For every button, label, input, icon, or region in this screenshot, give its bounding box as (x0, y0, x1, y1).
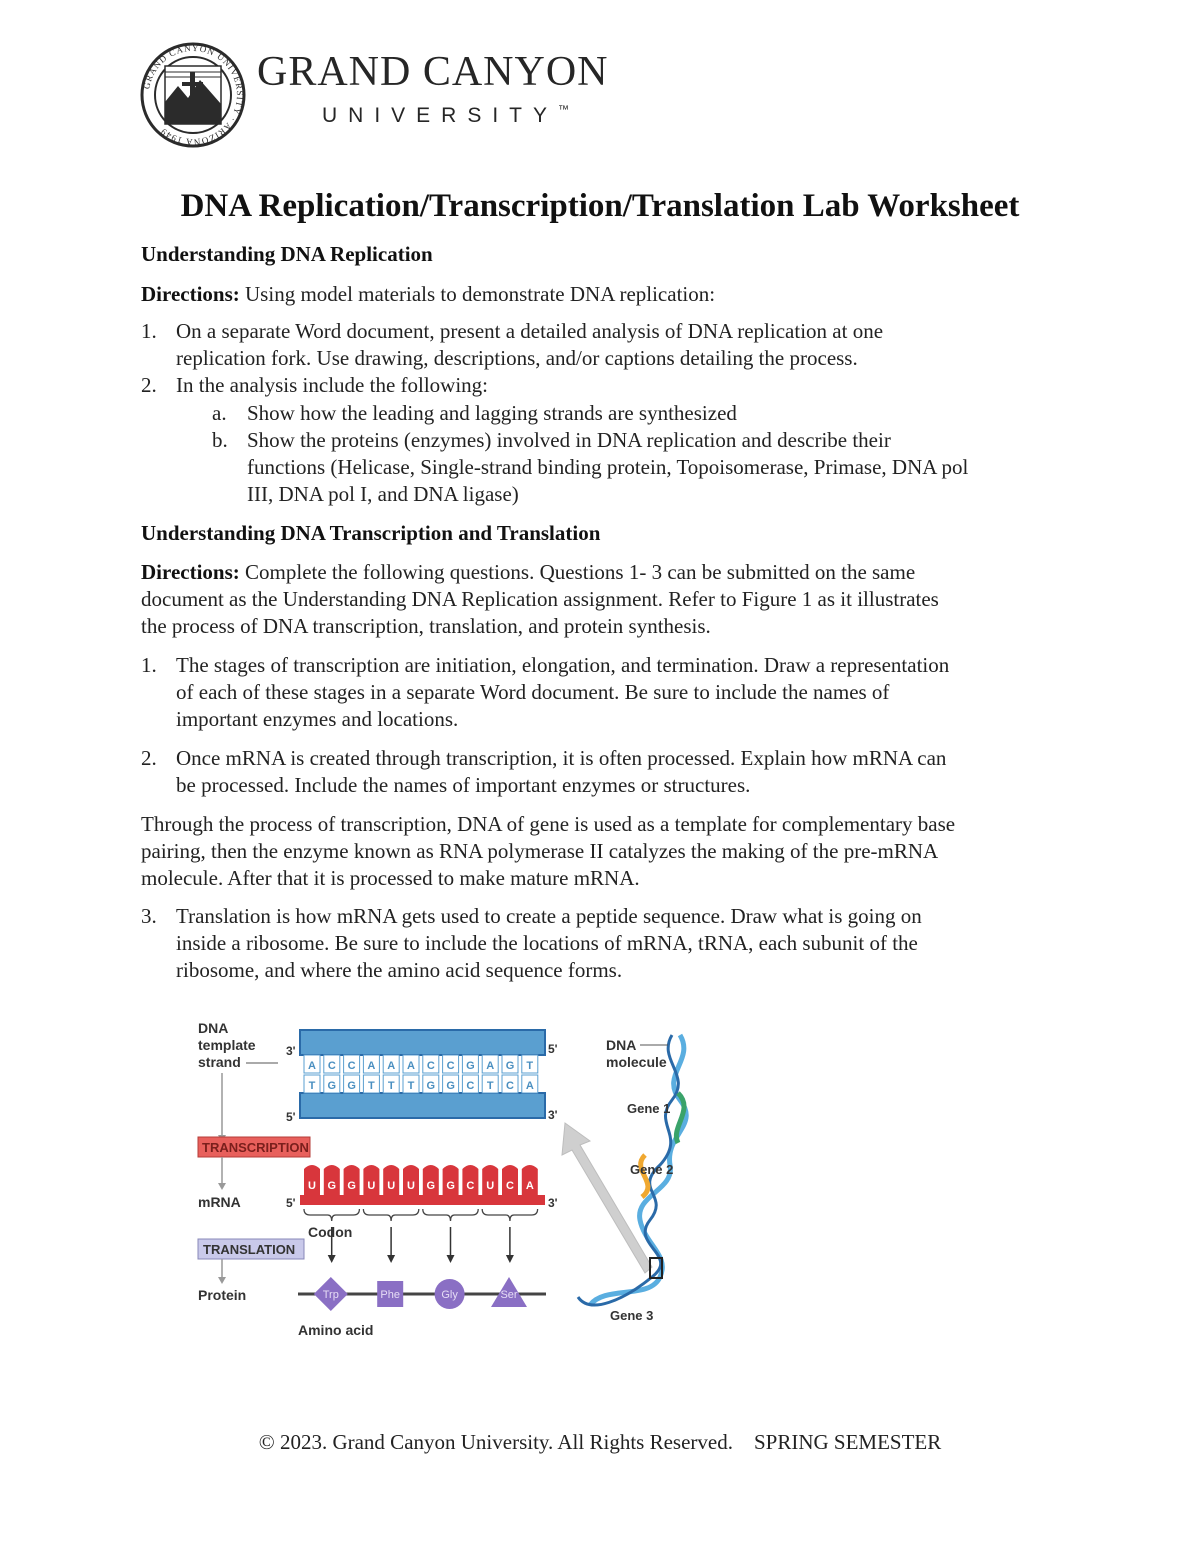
transcription-paragraph-cont: pairing, then the enzyme known as RNA polymerase II catalyzes the making of the pre-mRNA (141, 839, 939, 863)
transcription-label: TRANSCRIPTION (202, 1140, 309, 1155)
question-2-cont: be processed. Include the names of important enzymes or structures. (176, 773, 751, 797)
dna-base-letter: G (327, 1080, 337, 1092)
mrna-bases (304, 1165, 538, 1197)
sublist-item: Show the proteins (enzymes) involved in DNA replication and describe their (247, 428, 891, 452)
sublist-letter: b. (212, 428, 228, 452)
codon-brace (363, 1209, 418, 1221)
dna-template-label: strand (198, 1054, 241, 1070)
mrna-base-letter: G (446, 1180, 455, 1192)
prime-label: 5' (286, 1110, 296, 1124)
mrna-base-letter: C (506, 1180, 514, 1192)
prime-label: 3' (548, 1108, 558, 1122)
dna-base-letter: G (426, 1080, 436, 1092)
prime-label: 5' (548, 1042, 558, 1056)
dna-base-letter: A (525, 1080, 534, 1092)
list-number: 1. (141, 319, 157, 343)
dna-base-letter: C (506, 1080, 514, 1092)
mrna-base-letter: C (466, 1180, 475, 1192)
dna-base-letter: G (446, 1080, 455, 1092)
svg-text:GRAND CANYON UNIVERSITY · ARIZ: GRAND CANYON UNIVERSITY · ARIZONA 1949 (141, 42, 246, 148)
question-3-cont: ribosome, and where the amino acid sequence forms. (176, 958, 623, 982)
mrna-base-letter: U (387, 1180, 396, 1192)
dna-molecule-label: molecule (606, 1054, 667, 1070)
mrna-base-letter: U (308, 1180, 316, 1192)
question-2: Once mRNA is created through transcription, it is often processed. Explain how mRNA can (176, 746, 947, 770)
mrna-base-letter: U (486, 1180, 495, 1192)
codon-brace (423, 1209, 478, 1221)
mrna-base-letter: U (407, 1180, 415, 1192)
dna-base-letter: A (486, 1060, 495, 1072)
list-number: 2. (141, 373, 157, 397)
dna-bottom-bases (304, 1075, 538, 1093)
question-number: 2. (141, 746, 157, 770)
gene-label: Gene 1 (627, 1101, 671, 1116)
logo-wordmark-line1: GRAND CANYON (257, 49, 609, 95)
prime-label: 5' (286, 1196, 296, 1210)
dna-base-letter: T (486, 1080, 494, 1092)
dna-base-letter: C (426, 1060, 435, 1072)
codon-arrowhead (506, 1255, 514, 1263)
question-1-cont: of each of these stages in a separate Word document. Be sure to include the names of (176, 680, 890, 704)
transcription-directions-cont: document as the Understanding DNA Replication assignment. Refer to Figure 1 as it illustrates (141, 587, 939, 611)
question-number: 1. (141, 653, 157, 677)
dna-base-letter: C (347, 1060, 356, 1072)
sublist-item-cont: III, DNA pol I, and DNA ligase) (247, 482, 519, 506)
transcription-translation-figure (190, 1015, 710, 1355)
sublist-item: Show how the leading and lagging strands are synthesized (247, 401, 737, 425)
sublist-item-cont: functions (Helicase, Single-strand binding protein, Topoisomerase, Primase, DNA pol (247, 455, 969, 479)
list-item-cont: replication fork. Use drawing, descriptions, and/or captions detailing the process. (176, 346, 858, 370)
mrna-base-letter: G (426, 1180, 436, 1192)
dna-base-letter: T (407, 1080, 415, 1092)
question-3-cont: inside a ribosome. Be sure to include the locations of mRNA, tRNA, each subunit of the (176, 931, 918, 955)
prime-label: 3' (548, 1196, 558, 1210)
section-heading-replication: Understanding DNA Replication (141, 242, 433, 266)
dna-base-letter: C (466, 1080, 475, 1092)
codon-arrowhead (387, 1255, 395, 1263)
dna-base-letter: A (387, 1060, 396, 1072)
question-number: 3. (141, 904, 157, 928)
translation-label: TRANSLATION (203, 1242, 296, 1257)
codon-arrowhead (447, 1255, 455, 1263)
codon-label: Codon (308, 1224, 353, 1240)
dna-base-letter: G (505, 1060, 515, 1072)
gene-label: Gene 2 (630, 1162, 674, 1177)
protein-label: Protein (198, 1287, 247, 1303)
gene-label: Gene 3 (610, 1308, 654, 1323)
dna-base-letter: A (367, 1060, 376, 1072)
mrna-base-letter: A (525, 1180, 534, 1192)
codon-arrowhead (328, 1255, 336, 1263)
dna-base-letter: C (327, 1060, 336, 1072)
mrna-base-letter: U (367, 1180, 376, 1192)
codon-brace (482, 1209, 537, 1221)
replication-directions: Directions: Using model materials to demonstrate DNA replication: (141, 282, 716, 306)
question-1: The stages of transcription are initiation, elongation, and termination. Draw a representation (176, 653, 950, 677)
amino-acid-name: Phe (380, 1289, 400, 1301)
question-3: Translation is how mRNA gets used to create a peptide sequence. Draw what is going on (176, 904, 922, 928)
dna-template-label: DNA (198, 1020, 229, 1036)
dna-molecule-label: DNA (606, 1037, 637, 1053)
dna-base-letter: G (466, 1060, 475, 1072)
logo-wordmark-line2: UNIVERSITY™ (322, 104, 570, 127)
transcription-directions-cont: the process of DNA transcription, translation, and protein synthesis. (141, 614, 711, 638)
list-item: In the analysis include the following: (176, 373, 489, 397)
dna-base-letter: T (308, 1080, 316, 1092)
amino-acid-name: Ser (500, 1289, 518, 1301)
dna-base-letter: C (446, 1060, 455, 1072)
page-title: DNA Replication/Transcription/Translation Lab Worksheet (180, 188, 1020, 224)
transcription-directions: Directions: Complete the following questions. Questions 1- 3 can be submitted on the same (141, 560, 916, 584)
dna-base-letter: T (526, 1060, 534, 1072)
footer: © 2023. Grand Canyon University. All Rights Reserved. SPRING SEMESTER (258, 1430, 942, 1454)
list-item: On a separate Word document, present a detailed analysis of DNA replication at one (176, 319, 884, 343)
amino-acid-label: Amino acid (298, 1322, 374, 1338)
section-heading-transcription: Understanding DNA Transcription and Translation (141, 521, 601, 545)
transcription-paragraph: Through the process of transcription, DNA of gene is used as a template for complementary base (141, 812, 956, 836)
dna-base-letter: T (368, 1080, 375, 1092)
amino-acid-name: Gly (441, 1289, 458, 1301)
prime-label: 3' (286, 1044, 296, 1058)
university-seal (140, 42, 250, 152)
university-logo (140, 42, 620, 152)
mrna-base-letter: G (327, 1180, 337, 1192)
dna-base-letter: T (387, 1080, 395, 1092)
dna-template-label: template (198, 1037, 256, 1053)
transcription-paragraph-cont: molecule. After that it is processed to make mature mRNA. (141, 866, 640, 890)
dna-top-bases (304, 1055, 538, 1073)
amino-acid-name: Trp (322, 1289, 339, 1301)
sublist-letter: a. (212, 401, 227, 425)
mrna-label: mRNA (198, 1194, 241, 1210)
dna-base-letter: A (308, 1060, 316, 1072)
dna-base-letter: A (407, 1060, 415, 1072)
mrna-base-letter: G (347, 1180, 356, 1192)
question-1-cont: important enzymes and locations. (176, 707, 459, 731)
dna-base-letter: G (347, 1080, 356, 1092)
codon-brace (304, 1209, 359, 1221)
